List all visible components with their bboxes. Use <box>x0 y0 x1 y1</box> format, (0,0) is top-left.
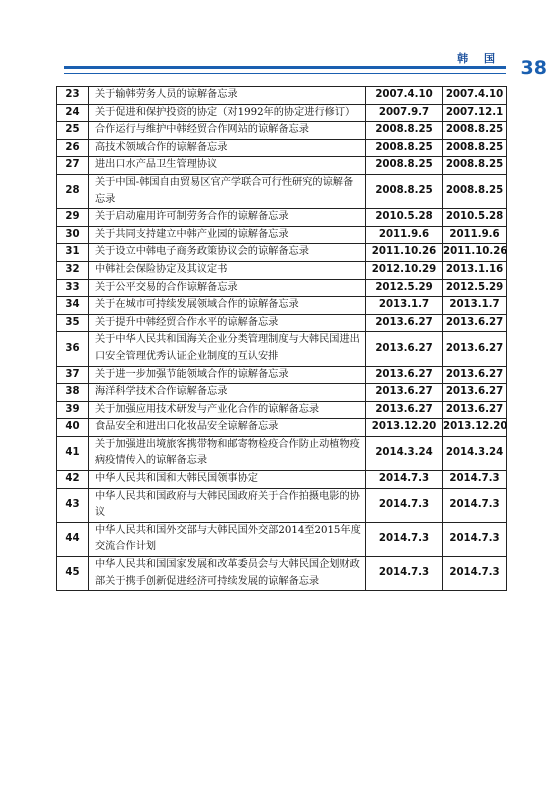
agreement-name: 食品安全和进出口化妆品安全谅解备忘录 <box>89 419 366 437</box>
sign-date: 2008.8.25 <box>366 139 443 157</box>
row-number: 33 <box>57 279 89 297</box>
table-row <box>57 384 507 402</box>
row-number: 35 <box>57 314 89 332</box>
effective-date: 2013.6.27 <box>443 314 507 332</box>
row-number: 30 <box>57 226 89 244</box>
effective-date: 2012.5.29 <box>443 279 507 297</box>
header-rule-thick <box>64 66 506 69</box>
row-number: 27 <box>57 157 89 175</box>
effective-date: 2013.1.7 <box>443 297 507 315</box>
table-row <box>57 122 507 140</box>
sign-date: 2013.6.27 <box>366 366 443 384</box>
row-number: 45 <box>57 557 89 591</box>
agreement-name: 关于中华人民共和国海关企业分类管理制度与大韩民国进出口安全管理优秀认证企业制度的互认安排 <box>89 332 366 366</box>
agreement-name: 关于输韩劳务人员的谅解备忘录 <box>89 87 366 105</box>
effective-date: 2013.1.16 <box>443 261 507 279</box>
table-row <box>57 314 507 332</box>
table-row <box>57 488 507 522</box>
effective-date: 2007.12.1 <box>443 104 507 122</box>
sign-date: 2010.5.28 <box>366 209 443 227</box>
agreement-name: 中华人民共和国政府与大韩民国政府关于合作拍摄电影的协议 <box>89 488 366 522</box>
sign-date: 2007.9.7 <box>366 104 443 122</box>
effective-date: 2008.8.25 <box>443 139 507 157</box>
header-rule-thin <box>64 73 506 74</box>
agreement-name: 关于加强进出境旅客携带物和邮寄物检疫合作防止动植物疫病疫情传入的谅解备忘录 <box>89 436 366 470</box>
sign-date: 2013.6.27 <box>366 384 443 402</box>
row-number: 26 <box>57 139 89 157</box>
table-row <box>57 261 507 279</box>
agreement-name: 高技术领域合作的谅解备忘录 <box>89 139 366 157</box>
row-number: 40 <box>57 419 89 437</box>
sign-date: 2014.7.3 <box>366 522 443 556</box>
row-number: 43 <box>57 488 89 522</box>
row-number: 28 <box>57 174 89 208</box>
agreement-name: 海洋科学技术合作谅解备忘录 <box>89 384 366 402</box>
agreement-name: 中韩社会保险协定及其议定书 <box>89 261 366 279</box>
agreement-name: 关于中国-韩国自由贸易区官产学联合可行性研究的谅解备忘录 <box>89 174 366 208</box>
sign-date: 2013.12.20 <box>366 419 443 437</box>
table-row <box>57 244 507 262</box>
effective-date: 2013.6.27 <box>443 401 507 419</box>
effective-date: 2014.3.24 <box>443 436 507 470</box>
sign-date: 2014.7.3 <box>366 488 443 522</box>
table-row <box>57 522 507 556</box>
row-number: 23 <box>57 87 89 105</box>
table-row <box>57 401 507 419</box>
agreement-name: 中华人民共和国国家发展和改革委员会与大韩民国企划财政部关于携手创新促进经济可持续发展的谅解备忘录 <box>89 557 366 591</box>
agreements-table-body <box>57 87 507 591</box>
effective-date: 2014.7.3 <box>443 522 507 556</box>
table-row <box>57 419 507 437</box>
table-row <box>57 436 507 470</box>
agreements-table <box>56 86 507 591</box>
agreement-name: 关于启动雇用许可制劳务合作的谅解备忘录 <box>89 209 366 227</box>
sign-date: 2013.6.27 <box>366 332 443 366</box>
row-number: 36 <box>57 332 89 366</box>
page-header <box>0 0 559 80</box>
sign-date: 2014.7.3 <box>366 471 443 489</box>
agreement-name: 关于加强应用技术研发与产业化合作的谅解备忘录 <box>89 401 366 419</box>
table-row <box>57 209 507 227</box>
agreement-name: 关于进一步加强节能领域合作的谅解备忘录 <box>89 366 366 384</box>
effective-date: 2008.8.25 <box>443 157 507 175</box>
row-number: 41 <box>57 436 89 470</box>
sign-date: 2014.3.24 <box>366 436 443 470</box>
effective-date: 2013.6.27 <box>443 366 507 384</box>
sign-date: 2013.1.7 <box>366 297 443 315</box>
row-number: 32 <box>57 261 89 279</box>
table-row <box>57 279 507 297</box>
agreement-name: 进出口水产品卫生管理协议 <box>89 157 366 175</box>
agreement-name: 关于在城市可持续发展领域合作的谅解备忘录 <box>89 297 366 315</box>
table-row <box>57 297 507 315</box>
table-row <box>57 104 507 122</box>
sign-date: 2012.10.29 <box>366 261 443 279</box>
sign-date: 2007.4.10 <box>366 87 443 105</box>
sign-date: 2011.10.26 <box>366 244 443 262</box>
table-row <box>57 157 507 175</box>
table-row <box>57 139 507 157</box>
agreement-name: 关于促进和保护投资的协定（对1992年的协定进行修订） <box>89 104 366 122</box>
agreement-name: 中华人民共和国外交部与大韩民国外交部2014至2015年度交流合作计划 <box>89 522 366 556</box>
row-number: 37 <box>57 366 89 384</box>
sign-date: 2008.8.25 <box>366 122 443 140</box>
table-row <box>57 87 507 105</box>
table-row <box>57 471 507 489</box>
row-number: 38 <box>57 384 89 402</box>
agreement-name: 关于公平交易的合作谅解备忘录 <box>89 279 366 297</box>
sign-date: 2008.8.25 <box>366 174 443 208</box>
agreement-name: 合作运行与维护中韩经贸合作网站的谅解备忘录 <box>89 122 366 140</box>
effective-date: 2011.10.26 <box>443 244 507 262</box>
row-number: 42 <box>57 471 89 489</box>
effective-date: 2013.6.27 <box>443 384 507 402</box>
agreement-name: 中华人民共和国和大韩民国领事协定 <box>89 471 366 489</box>
country-label: 韩 国 <box>457 52 501 65</box>
table-row <box>57 174 507 208</box>
table-row <box>57 226 507 244</box>
agreement-name: 关于设立中韩电子商务政策协议会的谅解备忘录 <box>89 244 366 262</box>
sign-date: 2014.7.3 <box>366 557 443 591</box>
sign-date: 2012.5.29 <box>366 279 443 297</box>
row-number: 24 <box>57 104 89 122</box>
effective-date: 2007.4.10 <box>443 87 507 105</box>
agreement-name: 关于共同支持建立中韩产业园的谅解备忘录 <box>89 226 366 244</box>
sign-date: 2013.6.27 <box>366 401 443 419</box>
agreement-name: 关于提升中韩经贸合作水平的谅解备忘录 <box>89 314 366 332</box>
table-row <box>57 366 507 384</box>
table-row <box>57 332 507 366</box>
row-number: 44 <box>57 522 89 556</box>
sign-date: 2008.8.25 <box>366 157 443 175</box>
row-number: 25 <box>57 122 89 140</box>
table-row <box>57 557 507 591</box>
effective-date: 2010.5.28 <box>443 209 507 227</box>
row-number: 34 <box>57 297 89 315</box>
sign-date: 2011.9.6 <box>366 226 443 244</box>
page-number: 38 <box>520 57 547 79</box>
row-number: 31 <box>57 244 89 262</box>
effective-date: 2014.7.3 <box>443 557 507 591</box>
effective-date: 2014.7.3 <box>443 488 507 522</box>
effective-date: 2014.7.3 <box>443 471 507 489</box>
effective-date: 2013.12.20 <box>443 419 507 437</box>
row-number: 39 <box>57 401 89 419</box>
effective-date: 2008.8.25 <box>443 174 507 208</box>
row-number: 29 <box>57 209 89 227</box>
effective-date: 2013.6.27 <box>443 332 507 366</box>
effective-date: 2011.9.6 <box>443 226 507 244</box>
sign-date: 2013.6.27 <box>366 314 443 332</box>
effective-date: 2008.8.25 <box>443 122 507 140</box>
